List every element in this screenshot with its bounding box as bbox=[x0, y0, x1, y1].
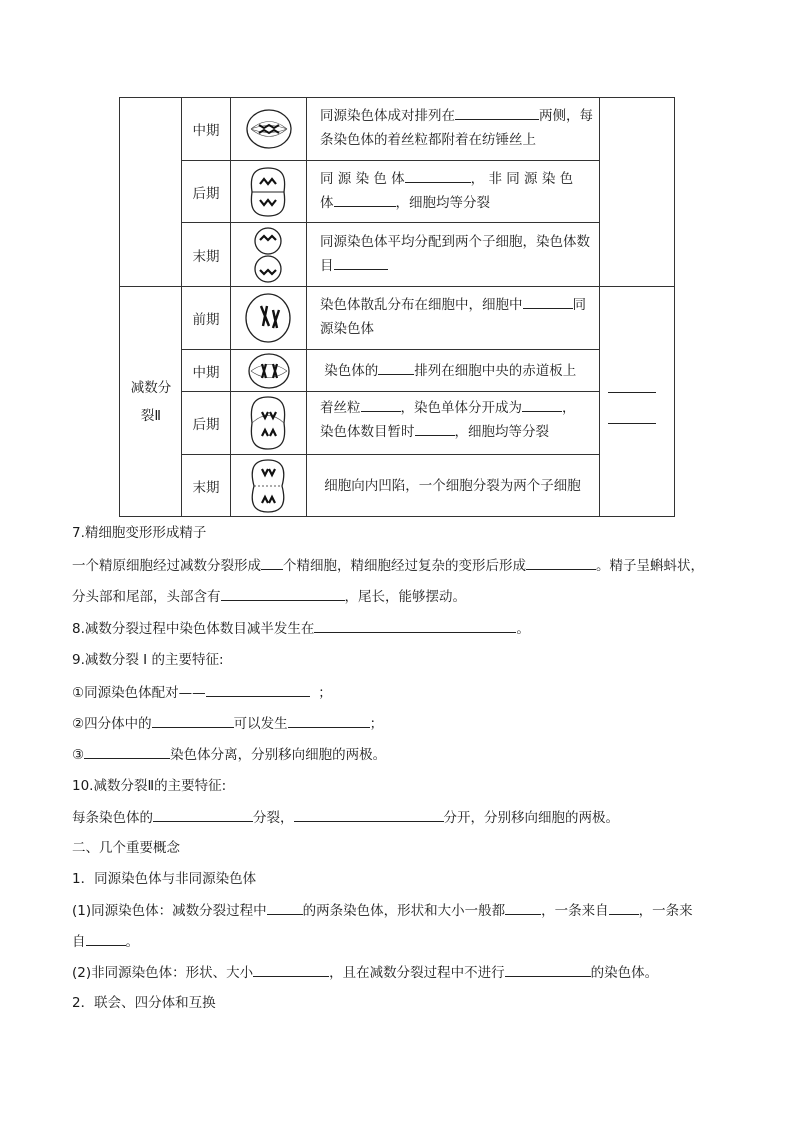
text-span: 的两条染色体，形状和大小一般都 bbox=[302, 903, 506, 919]
paragraph-line bbox=[72, 618, 530, 639]
text-span: 每条染色体的 bbox=[72, 810, 153, 826]
text-span: 。 bbox=[516, 621, 530, 637]
answer-blank[interactable] bbox=[608, 392, 656, 393]
phase-label: 前期 bbox=[192, 312, 220, 328]
text-span: 可以发生 bbox=[233, 716, 288, 732]
text-span: 自 bbox=[72, 934, 86, 950]
phase-description bbox=[314, 293, 600, 341]
phase-description bbox=[314, 474, 600, 498]
paragraph-line bbox=[72, 962, 658, 983]
cell-division-diagram bbox=[246, 226, 290, 284]
answer-blank[interactable] bbox=[153, 807, 253, 822]
answer-blank[interactable] bbox=[523, 294, 573, 309]
stage-label-line: 减数分 bbox=[130, 380, 172, 396]
description-text: 两侧，每 bbox=[539, 108, 593, 124]
description-text: 同源染色体成对排列在 bbox=[320, 108, 455, 124]
description-text: 细胞向内凹陷，一个细胞分裂为两个子细胞 bbox=[324, 478, 581, 494]
text-span: (1)同源染色体：减数分裂过程中 bbox=[72, 903, 267, 919]
paragraph-line bbox=[72, 744, 386, 765]
answer-blank[interactable] bbox=[253, 962, 329, 977]
phase-label: 后期 bbox=[192, 185, 220, 202]
description-text: 体 bbox=[320, 195, 334, 211]
phase-label: 末期 bbox=[192, 479, 220, 496]
text-span: 个精细胞，精细胞经过复杂的变形后形成 bbox=[283, 558, 526, 574]
description-text: 排列在细胞中央的赤道板上 bbox=[414, 363, 577, 379]
description-text: 染色体散乱分布在细胞中，细胞中 bbox=[320, 297, 523, 313]
description-text: 着丝粒 bbox=[320, 400, 361, 416]
answer-blank[interactable] bbox=[505, 962, 591, 977]
description-text: 目 bbox=[320, 258, 334, 274]
stage-label bbox=[120, 286, 182, 518]
answer-blank[interactable] bbox=[609, 900, 639, 915]
answer-blank[interactable] bbox=[314, 618, 516, 633]
paragraph-line bbox=[72, 555, 704, 576]
description-text: 染色体的 bbox=[324, 363, 379, 379]
text-span: ； bbox=[318, 685, 332, 701]
description-text: 条染色体的着丝粒都附着在纺锤丝上 bbox=[320, 132, 536, 148]
paragraph-line bbox=[72, 713, 383, 734]
cell-division-diagram bbox=[246, 352, 292, 390]
phase-description bbox=[314, 396, 600, 444]
stage-label-line: 裂Ⅱ bbox=[140, 408, 162, 424]
section-title: 7.精细胞变形形成精子 bbox=[72, 525, 207, 541]
section-title: 二、几个重要概念 bbox=[72, 840, 180, 856]
description-text: ， bbox=[562, 400, 576, 416]
description-text: ，细胞均等分裂 bbox=[395, 195, 490, 211]
paragraph-line bbox=[72, 682, 332, 703]
phase-label: 中期 bbox=[192, 123, 220, 139]
cell-division-diagram bbox=[246, 394, 290, 452]
text-span: 分头部和尾部，头部含有 bbox=[72, 589, 221, 605]
paragraph-line bbox=[72, 900, 693, 921]
answer-blank[interactable] bbox=[152, 713, 234, 728]
table-divider bbox=[181, 454, 599, 455]
text-span: ，一条来 bbox=[638, 903, 693, 919]
phase-label: 末期 bbox=[192, 248, 220, 265]
answer-blank[interactable] bbox=[288, 713, 370, 728]
phase-description bbox=[314, 230, 600, 278]
table-divider bbox=[181, 222, 599, 223]
table-divider bbox=[181, 391, 599, 392]
text-span: ，且在减数分裂过程中不进行 bbox=[329, 965, 505, 981]
answer-blank[interactable] bbox=[267, 900, 303, 915]
phase-description bbox=[314, 104, 600, 152]
answer-blank[interactable] bbox=[361, 397, 401, 412]
table-divider bbox=[181, 349, 599, 350]
answer-blank[interactable] bbox=[608, 423, 656, 424]
description-text: 同 bbox=[572, 297, 586, 313]
answer-blank[interactable] bbox=[294, 807, 444, 822]
answer-blank[interactable] bbox=[206, 682, 310, 697]
description-text: 源染色体 bbox=[320, 321, 374, 337]
answer-blank[interactable] bbox=[505, 900, 541, 915]
paragraph-line bbox=[72, 586, 466, 607]
text-span: 的染色体。 bbox=[590, 965, 659, 981]
text-span: ； bbox=[369, 716, 384, 732]
description-text: ， 非 同 源 染 色 bbox=[470, 171, 574, 187]
answer-blank[interactable] bbox=[86, 931, 126, 946]
table-divider bbox=[181, 160, 599, 161]
section-title: 2．联会、四分体和互换 bbox=[72, 995, 216, 1011]
cell-division-diagram bbox=[246, 164, 290, 220]
text-span: ，一条来自 bbox=[541, 903, 609, 919]
text-span: 。精子呈蝌蚪状， bbox=[596, 558, 704, 574]
phase-description bbox=[314, 167, 600, 215]
text-span: 一个精原细胞经过减数分裂形成 bbox=[72, 558, 261, 574]
answer-blank[interactable] bbox=[526, 555, 596, 570]
section-title: 9.减数分裂 I 的主要特征: bbox=[72, 652, 224, 668]
paragraph-line bbox=[72, 807, 619, 828]
answer-blank[interactable] bbox=[405, 168, 471, 183]
answer-blank[interactable] bbox=[522, 397, 562, 412]
section-title: 1．同源染色体与非同源染色体 bbox=[72, 871, 257, 887]
text-span: ，尾长，能够摆动。 bbox=[344, 589, 466, 605]
cell-division-diagram bbox=[246, 457, 290, 515]
text-span: 染色体分离，分别移向细胞的两极。 bbox=[170, 747, 387, 763]
answer-blank[interactable] bbox=[84, 744, 170, 759]
phase-label: 后期 bbox=[192, 417, 220, 433]
description-text: 同 源 染 色 体 bbox=[320, 171, 405, 187]
text-span: ②四分体中的 bbox=[72, 716, 152, 732]
phase-label: 中期 bbox=[192, 364, 220, 381]
text-span: ③ bbox=[72, 747, 85, 763]
answer-blank[interactable] bbox=[334, 192, 396, 207]
meiosis-table bbox=[119, 97, 675, 517]
description-text: ，染色单体分开成为 bbox=[400, 400, 522, 416]
section-title: 10.减数分裂Ⅱ的主要特征: bbox=[72, 778, 227, 794]
text-span: 分裂， bbox=[253, 810, 294, 826]
text-span: 。 bbox=[125, 934, 139, 950]
answer-blank[interactable] bbox=[455, 105, 539, 120]
text-span: (2)非同源染色体：形状、大小 bbox=[72, 965, 254, 981]
answer-blank[interactable] bbox=[221, 586, 345, 601]
description-text: 同源染色体平均分配到两个子细胞，染色体数 bbox=[320, 234, 590, 250]
answer-blank[interactable] bbox=[334, 255, 388, 270]
text-span: ①同源染色体配对—— bbox=[72, 685, 206, 701]
phase-description bbox=[314, 359, 600, 383]
answer-blank[interactable] bbox=[261, 555, 283, 570]
answer-blank[interactable] bbox=[378, 360, 414, 375]
cell-division-diagram bbox=[244, 106, 294, 152]
text-span: 分开，分别移向细胞的两极。 bbox=[443, 810, 619, 826]
text-span: 8.减数分裂过程中染色体数目减半发生在 bbox=[72, 621, 315, 637]
paragraph-line bbox=[72, 931, 139, 952]
answer-blank[interactable] bbox=[415, 421, 455, 436]
cell-division-diagram bbox=[244, 292, 292, 344]
description-text: 染色体数目暂时 bbox=[320, 424, 415, 440]
description-text: ，细胞均等分裂 bbox=[454, 424, 549, 440]
